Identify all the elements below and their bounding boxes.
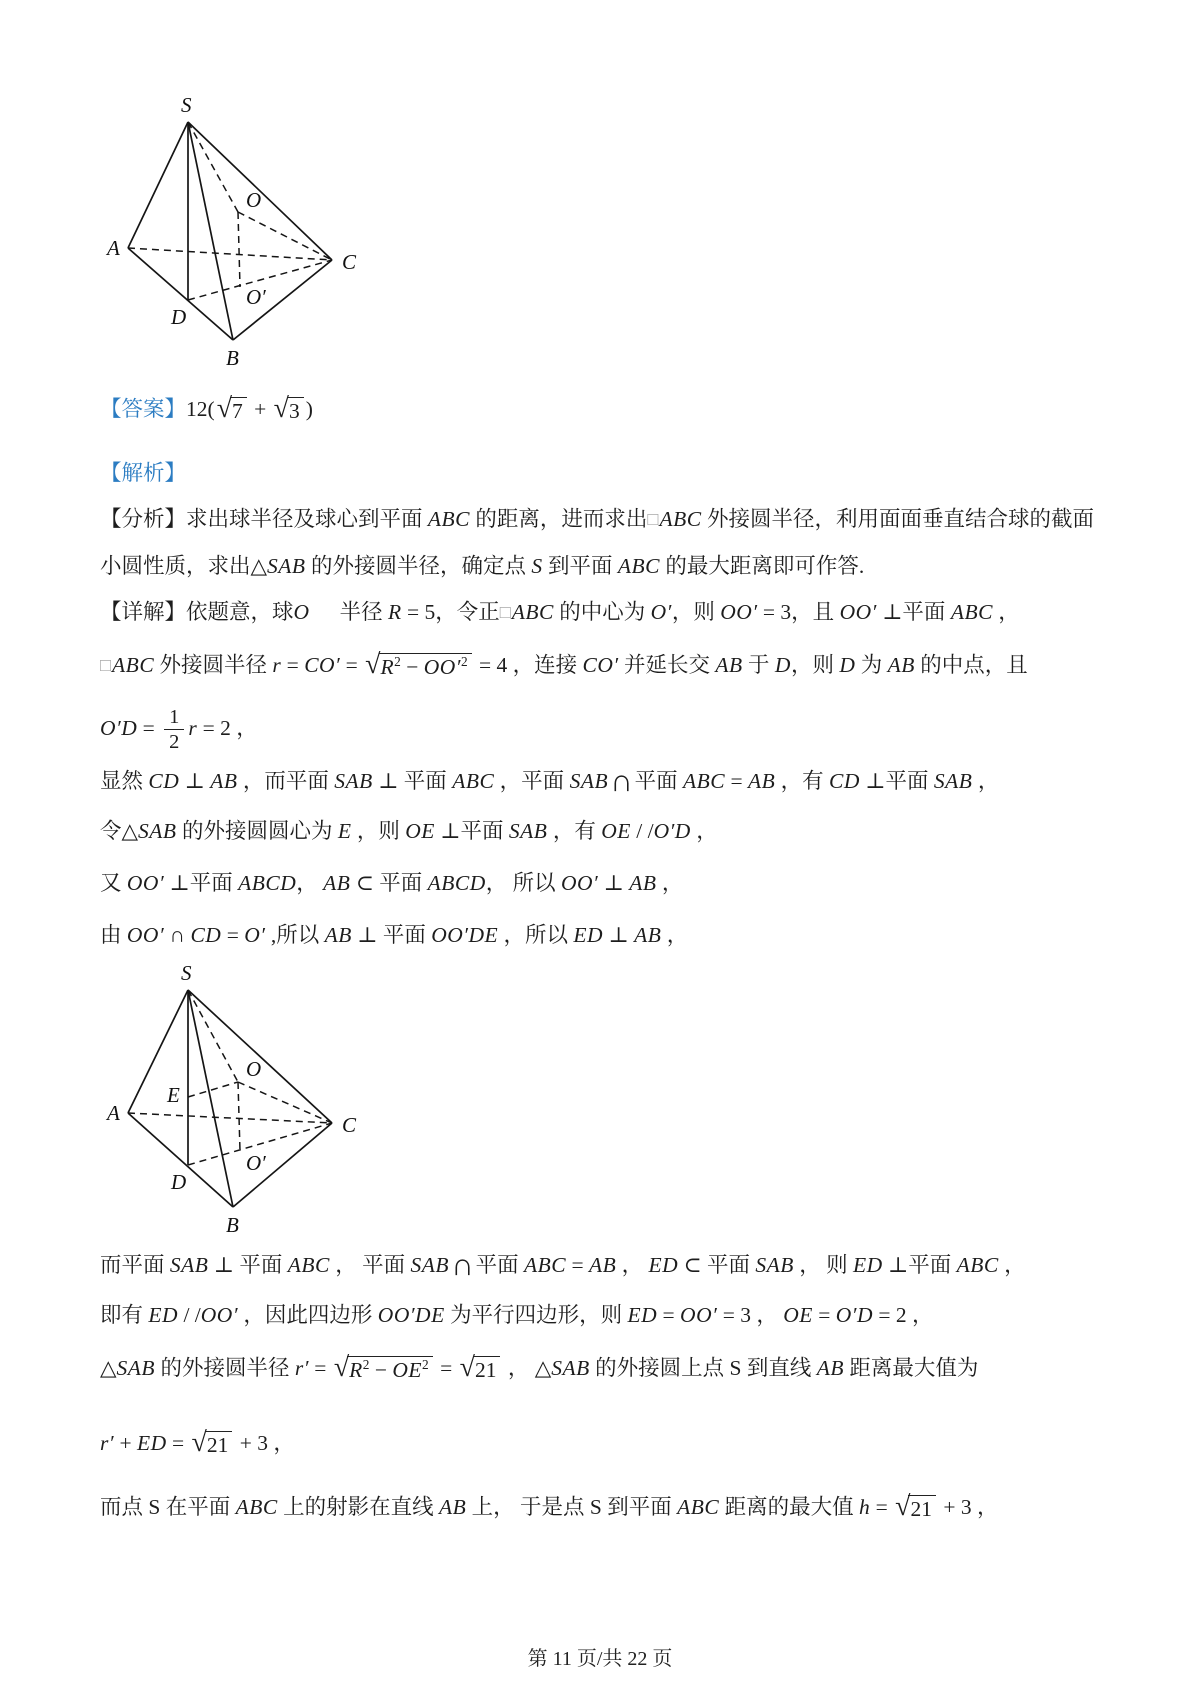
label-S: S — [181, 961, 192, 985]
segment-rm: △ — [100, 1356, 117, 1380]
segment-rm: = — [340, 653, 364, 677]
segment-mi: OO′ — [423, 655, 461, 680]
segment-mi: AB — [323, 871, 351, 895]
segment-rm: 的中心为 — [553, 600, 651, 624]
segment-rm: − — [400, 655, 424, 680]
edge-SO-dashed — [188, 122, 238, 212]
segment-sgn: √ — [365, 649, 381, 681]
segment-rm: ， — [972, 769, 1000, 793]
segment-rm: ，有 — [775, 769, 830, 793]
fenxi-tag: 【分析】 — [100, 507, 187, 531]
segment-rm: 外接圆半径 — [154, 653, 273, 677]
segment-rm: 的外接圆圆心为 — [176, 819, 338, 843]
label-O2: O′ — [246, 1151, 266, 1175]
segment-rm: 的外接圆半径，确定点 — [305, 554, 532, 578]
page-footer: 第 11 页/共 22 页 — [527, 1648, 673, 1670]
segment-rm: 距离最大值为 — [844, 1356, 979, 1380]
label-C: C — [342, 250, 357, 274]
segment-rm: 又 — [100, 871, 127, 895]
segment-ph: □ — [499, 602, 511, 622]
segment-mi: SAB — [933, 769, 973, 793]
segment-rm: 由 — [100, 923, 127, 947]
radius-formula — [100, 649, 1028, 681]
segment-sup: 2 — [460, 653, 468, 669]
segment-mi: SAB — [169, 1253, 209, 1277]
segment-rm: / / — [178, 1303, 201, 1327]
xianran-line — [100, 763, 1000, 798]
segment-sgn: √ — [216, 393, 233, 425]
jiexi-line — [100, 458, 186, 489]
segment-rad — [908, 1495, 936, 1522]
edge-OC-dashed — [238, 212, 332, 260]
segment-mi: ABC — [523, 1253, 567, 1277]
segment-rm: = 2 ， — [197, 715, 258, 740]
segment-rm: 于 — [742, 653, 775, 677]
segment-rm: ,所以 — [265, 923, 325, 947]
edge-SA — [128, 122, 188, 248]
segment-mi: R — [387, 600, 402, 624]
segment-rm: 到平面 — [542, 554, 618, 578]
segment-rm: 依题意，球 — [186, 600, 294, 624]
segment-rm: ，平面 — [494, 769, 570, 793]
segment-mi: CO′ — [304, 653, 341, 677]
segment-rm: 平面 — [634, 769, 683, 793]
rplus-line — [100, 1428, 295, 1459]
segment-rm: + — [248, 397, 272, 421]
segment-rm: 3 — [289, 399, 300, 424]
segment-mi: AB — [210, 769, 238, 793]
segment-sgn: √ — [191, 1427, 207, 1459]
segment-rm: ⊥平面 — [434, 819, 509, 843]
segment-mi: O — [293, 600, 310, 624]
segment-mi: R — [380, 655, 395, 680]
segment-sqrt — [459, 1352, 501, 1384]
segment-mi: ABC — [683, 769, 726, 793]
segment-sup: 2 — [362, 1356, 370, 1372]
segment-mi: O′ — [244, 923, 266, 947]
segment-mi: ABC — [950, 600, 993, 624]
segment-mi: OO′DE — [377, 1303, 445, 1327]
segment-rm: = 5，令正 — [401, 600, 500, 624]
segment-rm: 显然 — [100, 769, 149, 793]
segment-rm: ， 则 — [793, 1253, 853, 1277]
segment-mi: r — [188, 715, 198, 740]
segment-rm: 21 — [910, 1497, 932, 1522]
segment-rm: ⊥ — [179, 769, 211, 793]
yu-text — [100, 923, 688, 947]
segment-rm: = 3 ， — [717, 1303, 784, 1327]
label-S: S — [181, 93, 192, 117]
segment-mi: r′ — [294, 1356, 309, 1380]
segment-rm: 外接圆半径，利用面面垂直结合球的截面 — [701, 507, 1094, 531]
segment-rm: ， 平面 — [329, 1253, 411, 1277]
segment-rm: 距离的最大值 — [719, 1495, 859, 1519]
segment-rm: ⊥ — [598, 871, 630, 895]
xianran-text — [100, 763, 1000, 798]
segment-rad — [347, 1356, 433, 1383]
answer-tag: 【答案】 — [100, 397, 187, 421]
segment-mi: SAB — [116, 1356, 156, 1380]
segment-rm: = 2 ， — [873, 1303, 934, 1327]
pyramid-diagram-1 — [85, 88, 395, 378]
segment-mi: OO′ — [680, 1303, 718, 1327]
segment-rm: ∩ — [164, 923, 191, 947]
segment-mi: OE — [601, 819, 631, 843]
segment-sqrt — [895, 1491, 936, 1523]
segment-sgn: √ — [333, 1352, 350, 1384]
segment-rm: ⊥ 平面 — [372, 769, 453, 793]
yu-line — [100, 920, 688, 951]
segment-mi: OO′DE — [431, 923, 499, 947]
segment-mi: ABC — [287, 1253, 330, 1277]
label-E: E — [167, 1083, 180, 1107]
segment-rm: / / — [630, 819, 654, 843]
segment-mi: ABCD — [427, 871, 486, 895]
segment-mi: SAB — [410, 1253, 450, 1277]
segment-rm: 12( — [186, 397, 215, 421]
label-D: D — [171, 1170, 187, 1194]
label-O: O — [246, 188, 262, 212]
segment-mi: D — [839, 653, 856, 677]
od-formula — [100, 706, 258, 754]
segment-rad — [287, 397, 304, 424]
segment-mi: h — [858, 1495, 871, 1519]
segment-rm: + 3 ， — [234, 1431, 295, 1455]
fenxi-line-2 — [100, 551, 864, 582]
segment-rad — [379, 653, 472, 680]
segment-mi: ED — [627, 1303, 658, 1327]
segment-mi: CD — [829, 769, 860, 793]
segment-rm: = — [221, 923, 245, 947]
segment-rm: = 4 ，连接 — [473, 653, 583, 677]
segment-rm: ，则 — [351, 819, 406, 843]
segment-rm: = — [812, 1303, 836, 1327]
jiyou-line — [100, 1300, 934, 1331]
segment-rm: ， — [661, 923, 689, 947]
segment-mi: AB — [887, 653, 915, 677]
segment-mi: AB — [715, 653, 743, 677]
segment-rm: 即有 — [100, 1303, 149, 1327]
segment-frac — [164, 706, 184, 754]
segment-rm: 而平面 — [100, 1253, 170, 1277]
segment-mi: AB — [634, 923, 662, 947]
you-text — [100, 871, 683, 895]
edge-SO-dashed — [188, 990, 238, 1082]
segment-rm: ⊥ 平面 — [351, 923, 432, 947]
segment-mi: D — [774, 653, 791, 677]
segment-mi: CD — [190, 923, 222, 947]
segment-mi: ABC — [452, 769, 495, 793]
segment-rm: 平面 — [475, 1253, 524, 1277]
segment-mi: OE — [405, 819, 435, 843]
rprime-line — [100, 1353, 978, 1384]
edge-OO2-dashed — [238, 212, 240, 287]
segment-rm: ， — [656, 871, 684, 895]
segment-mi: R — [349, 1358, 363, 1383]
edge-SB — [188, 990, 233, 1207]
segment-mi: ED — [853, 1253, 883, 1277]
segment-mi: ABC — [427, 507, 471, 531]
rplus-formula — [100, 1427, 295, 1459]
erpingmian-text — [100, 1247, 1026, 1282]
xiangjie-text — [186, 600, 1020, 624]
segment-sqrt — [273, 393, 304, 425]
segment-rm: ，而平面 — [237, 769, 335, 793]
segment-mi: ABCD — [238, 871, 297, 895]
segment-den: 2 — [169, 731, 180, 754]
segment-mi: OE — [783, 1303, 813, 1327]
segment-rm: ， △ — [502, 1356, 552, 1380]
segment-rm: 求出球半径及球心到平面 — [186, 507, 428, 531]
segment-rm: 为平行四边形，则 — [444, 1303, 628, 1327]
segment-mi: r — [272, 653, 282, 677]
segment-mi: O′D — [835, 1303, 874, 1327]
answer-formula — [186, 393, 313, 425]
jiexi-tag: 【解析】 — [100, 461, 187, 485]
segment-mi: SAB — [551, 1356, 590, 1380]
segment-sup: 2 — [422, 1356, 429, 1372]
edge-OC-dashed — [238, 1082, 332, 1123]
segment-rm: − — [369, 1358, 393, 1383]
segment-rm: ， 所以 — [485, 871, 561, 895]
segment-mi: OO′ — [126, 871, 165, 895]
segment-rm: ) — [305, 397, 313, 421]
rprime-formula — [100, 1352, 979, 1384]
segment-sqrt — [216, 393, 247, 425]
segment-rad — [205, 1431, 233, 1458]
segment-rm: 的外接圆半径 — [155, 1356, 295, 1380]
segment-mi: SAB — [755, 1253, 794, 1277]
segment-rm: ⊂ 平面 — [350, 871, 428, 895]
ling-line — [100, 816, 718, 847]
segment-mi: OE — [392, 1358, 423, 1383]
segment-mi: O′ — [650, 600, 672, 624]
edge-AC-dashed — [128, 248, 332, 260]
segment-mi: OO′ — [200, 1303, 239, 1327]
segment-mi: OO′ — [720, 600, 758, 624]
segment-rm: ，所以 — [498, 923, 574, 947]
fenxi-line-1 — [100, 504, 1094, 535]
radius-line — [100, 650, 1028, 681]
segment-mi: AB — [816, 1356, 845, 1380]
fenxi-text-2 — [100, 554, 864, 578]
segment-rm: ， — [296, 871, 324, 895]
segment-sgn: √ — [459, 1352, 475, 1384]
segment-rm: 21 — [206, 1433, 229, 1458]
segment-mi: ABC — [956, 1253, 999, 1277]
segment-mi: ED — [148, 1303, 179, 1327]
label-C: C — [342, 1113, 357, 1137]
segment-sgn: √ — [273, 393, 290, 425]
segment-rm: = — [281, 653, 305, 677]
segment-rm: 而点 S 在平面 — [100, 1495, 236, 1519]
segment-rm: ⊥ 平面 — [208, 1253, 288, 1277]
fenxi-text-1 — [186, 507, 1094, 531]
segment-mi: ABC — [659, 507, 702, 531]
label-O2: O′ — [246, 285, 266, 309]
erpingmian-line — [100, 1247, 1026, 1282]
segment-mi: AB — [324, 923, 352, 947]
segment-mi: CD — [148, 769, 180, 793]
segment-rad — [473, 1356, 501, 1383]
segment-mi: r′ — [100, 1431, 115, 1455]
segment-rm: ⊂ 平面 — [678, 1253, 756, 1277]
segment-bigcap: ∩ — [451, 1247, 474, 1282]
segment-rm: 的最大距离即可作答. — [659, 554, 865, 578]
segment-rm: ⊥平面 — [882, 1253, 957, 1277]
segment-rm: 的中点，且 — [914, 653, 1028, 677]
segment-mi: SAB — [267, 554, 306, 578]
segment-rm: ⊥平面 — [859, 769, 934, 793]
segment-mi: S — [531, 554, 543, 578]
segment-rm: 上的射影在直线 — [277, 1495, 439, 1519]
pyramid-diagram-2 — [85, 958, 395, 1248]
segment-rm: 并延长交 — [618, 653, 716, 677]
segment-mi: ABC — [235, 1495, 278, 1519]
segment-mi: SAB — [508, 819, 548, 843]
edge-EO-dashed — [188, 1082, 238, 1097]
segment-sqrt — [365, 649, 471, 681]
segment-rm: = — [166, 1431, 190, 1455]
segment-rm: ，有 — [547, 819, 602, 843]
segment-mi: SAB — [334, 769, 373, 793]
segment-mi: ED — [136, 1431, 167, 1455]
od-line — [100, 706, 258, 754]
segment-rm: 令△ — [100, 819, 139, 843]
label-A: A — [107, 236, 120, 260]
label-B: B — [226, 1213, 239, 1237]
segment-rm: ⊥ — [603, 923, 635, 947]
segment-rm: + 3 ， — [937, 1495, 999, 1519]
segment-bigcap: ∩ — [610, 763, 633, 798]
segment-ph: □ — [100, 655, 112, 675]
segment-rm: 为 — [855, 653, 888, 677]
label-O: O — [246, 1057, 262, 1081]
segment-rm: = — [725, 769, 748, 793]
edge-AC-dashed — [128, 1113, 332, 1123]
segment-rm: 的外接圆上点 S 到直线 — [589, 1356, 817, 1380]
segment-mi: ED — [573, 923, 604, 947]
segment-rm: 半径 — [339, 600, 388, 624]
segment-rm: = — [137, 715, 161, 740]
segment-rm: 7 — [232, 399, 243, 424]
segment-rm: = — [870, 1495, 894, 1519]
label-A: A — [107, 1101, 120, 1125]
erdian-line — [100, 1492, 998, 1523]
segment-rm: ⊥平面 — [164, 871, 239, 895]
segment-mi: OO′ — [561, 871, 599, 895]
segment-rm: ⊥平面 — [876, 600, 951, 624]
segment-rm: ， — [998, 1253, 1026, 1277]
segment-rm: = — [308, 1356, 332, 1380]
segment-mi: SAB — [138, 819, 177, 843]
segment-sqrt — [191, 1427, 233, 1459]
segment-rad — [230, 397, 247, 424]
segment-rm: = — [434, 1356, 458, 1380]
segment-rm: 上， 于是点 S 到平面 — [466, 1495, 678, 1519]
segment-num: 1 — [164, 706, 184, 730]
segment-mi: ABC — [112, 653, 155, 677]
segment-rm: + — [114, 1431, 137, 1455]
segment-mi: ABC — [677, 1495, 720, 1519]
segment-mi: E — [337, 819, 352, 843]
segment-mi: SAB — [569, 769, 609, 793]
segment-mi: OO′ — [839, 600, 877, 624]
label-D: D — [171, 305, 187, 329]
segment-rm: ， — [690, 819, 718, 843]
segment-mi: AB — [748, 769, 776, 793]
segment-rm: = — [657, 1303, 681, 1327]
segment-rm: = — [566, 1253, 589, 1277]
xiangjie-tag: 【详解】 — [100, 600, 187, 624]
segment-rm: ， — [992, 600, 1020, 624]
segment-rm: ，则 — [671, 600, 721, 624]
segment-sup: 2 — [394, 653, 401, 669]
segment-ph: □ — [647, 509, 659, 529]
segment-rm: = 3，且 — [757, 600, 840, 624]
segment-mi: AB — [588, 1253, 617, 1277]
segment-mi: OO′ — [126, 923, 165, 947]
you-line — [100, 868, 683, 899]
segment-rm: ，则 — [790, 653, 840, 677]
segment-mi: ABC — [617, 554, 660, 578]
segment-rm: ， — [616, 1253, 649, 1277]
segment-mi: O′D — [100, 715, 138, 740]
ling-text — [100, 819, 718, 843]
segment-mi: O′D — [653, 819, 691, 843]
segment-rm: 21 — [474, 1358, 497, 1383]
segment-rm: 的距离，进而求出 — [470, 507, 648, 531]
segment-mi: AB — [438, 1495, 467, 1519]
segment-mi: AB — [629, 871, 657, 895]
segment-sgn: √ — [895, 1491, 911, 1523]
answer-line — [100, 394, 313, 425]
xiangjie-line — [100, 597, 1020, 628]
jiyou-text — [100, 1303, 934, 1327]
segment-mi: CO′ — [582, 653, 619, 677]
segment-mi: ED — [648, 1253, 679, 1277]
edge-OO2-dashed — [238, 1082, 240, 1151]
segment-mi: ABC — [511, 600, 554, 624]
segment-rm: ，因此四边形 — [238, 1303, 378, 1327]
erdian-text — [100, 1491, 999, 1523]
segment-rm: 小圆性质，求出△ — [100, 554, 268, 578]
label-B: B — [226, 346, 239, 370]
segment-sqrt — [333, 1352, 433, 1384]
